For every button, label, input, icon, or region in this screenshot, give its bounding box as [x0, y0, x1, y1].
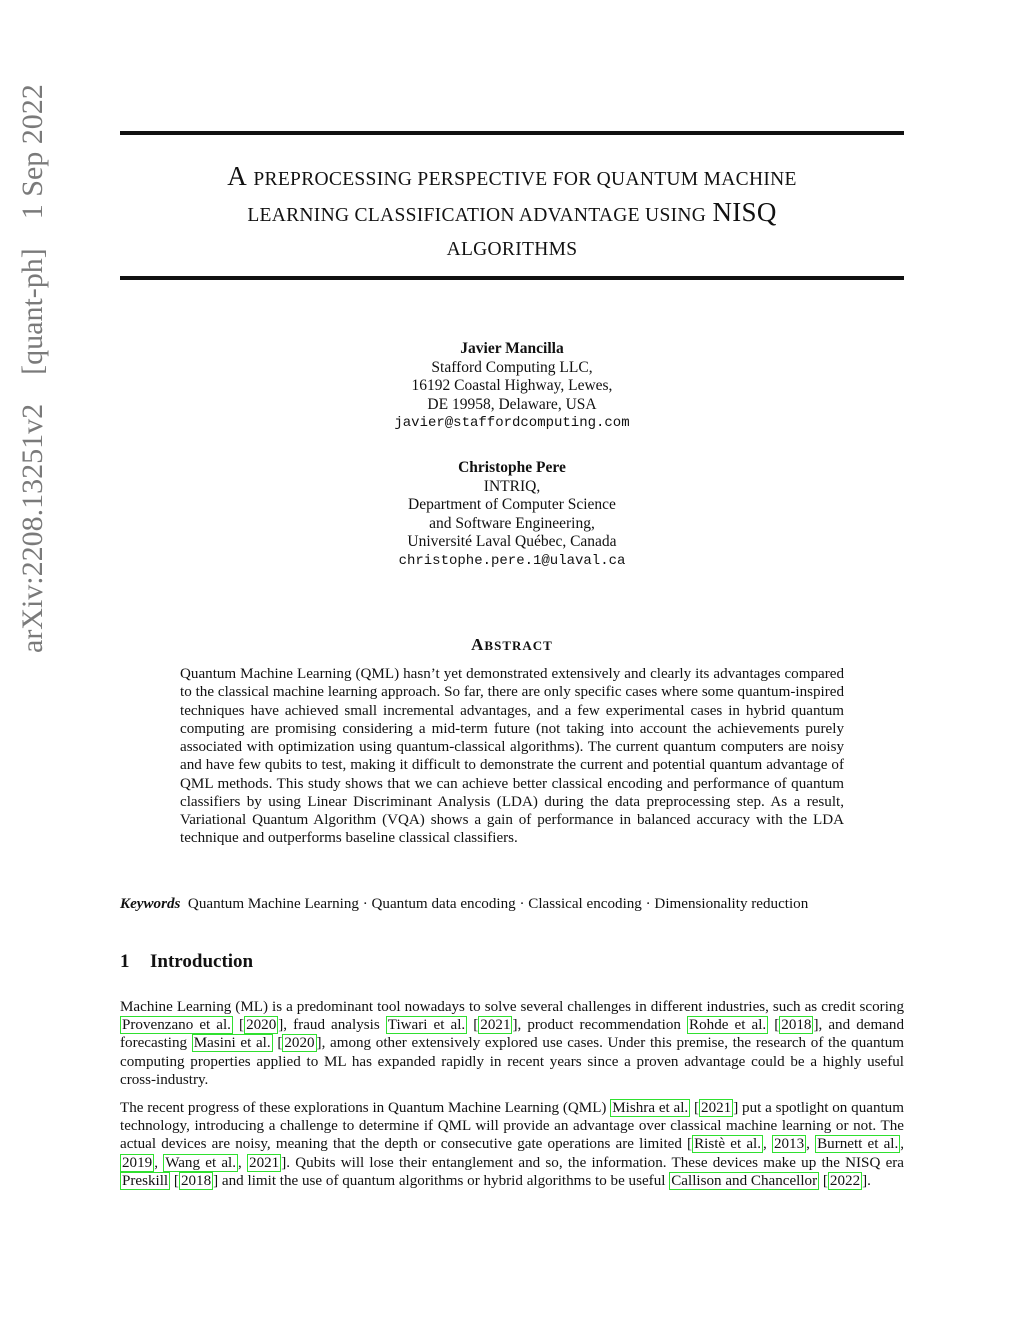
citation-year-link[interactable]: 2019: [122, 1154, 153, 1171]
body-paragraph-2: The recent progress of these explorations in Quantum Machine Learning (QML) Mishra et al. [ 2021 ] put a spotlight on quantum technology, introducing a challenge to determine if QML will provide an advantage over classical machine learning or not. The actual devices are noisy, meaning that the depth or consecutive gate operations are limited [ Ristè et al. , 2013 , Burnett et al. , 2019 , Wang et al. , 2021 ]. Qubits will lose their entanglement and so, the information. These devices make up the NISQ era Preskill [ 2018 ] and limit the use of quantum algorithms or hybrid algorithms to be useful Callison and Chancellor [ 2022 ].: [120, 1100, 905, 1189]
title-top-rule: [120, 131, 904, 135]
author-affiliation: INTRIQ,: [483, 477, 541, 495]
arxiv-id: arXiv:2208.13251v2: [16, 403, 49, 653]
citation-year-link[interactable]: 2020: [246, 1017, 277, 1034]
author-affiliation: DE 19958, Delaware, USA: [427, 395, 597, 413]
author-affiliation: 16192 Coastal Highway, Lewes,: [411, 377, 613, 395]
title-line-1: A PREPROCESSING PERSPECTIVE FOR QUANTUM MACHINE: [227, 161, 797, 191]
title-bottom-rule: [120, 276, 904, 280]
citation-year-link[interactable]: 2020: [284, 1035, 315, 1052]
author-name: Christophe Pere: [458, 459, 566, 476]
arxiv-date: 1 Sep 2022: [16, 84, 49, 220]
keywords-list: Quantum Machine Learning · Quantum data encoding · Classical encoding · Dimensionality reduction: [187, 896, 809, 912]
author-block-2: [312, 459, 712, 571]
author-affiliation: Department of Computer Science: [408, 496, 616, 514]
section-title: Introduction: [150, 951, 254, 972]
arxiv-category: [quant-ph]: [16, 248, 49, 375]
citation-link[interactable]: Tiwari et al.: [387, 1017, 466, 1034]
citation-link[interactable]: Rohde et al.: [689, 1017, 767, 1034]
keywords-label: Keywords: [120, 896, 181, 912]
citation-link[interactable]: Preskill: [122, 1172, 169, 1189]
citation-year-link[interactable]: 2013: [773, 1136, 805, 1153]
keywords-line: [120, 895, 904, 913]
section-heading: [120, 951, 904, 973]
citation-year-link[interactable]: 2022: [829, 1172, 861, 1189]
citation-link[interactable]: Masini et al.: [193, 1035, 271, 1052]
citation-year-link[interactable]: 2021: [701, 1100, 732, 1116]
citation-year-link[interactable]: 2018: [180, 1172, 212, 1189]
citation-link[interactable]: Mishra et al.: [612, 1100, 689, 1116]
section-number: 1: [120, 951, 130, 972]
citation-link[interactable]: Callison and Chancellor: [671, 1172, 818, 1189]
citation-link[interactable]: Burnett et al.: [817, 1136, 899, 1153]
citation-year-link[interactable]: 2021: [480, 1017, 511, 1034]
author-name: Javier Mancilla: [460, 340, 564, 357]
author-affiliation: and Software Engineering,: [429, 514, 595, 532]
citation-year-link[interactable]: 2018: [781, 1017, 812, 1034]
citation-link[interactable]: Wang et al.: [165, 1154, 237, 1171]
title-line-3: ALGORITHMS: [446, 239, 578, 260]
title-line-2: LEARNING CLASSIFICATION ADVANTAGE USING NISQ: [247, 197, 777, 227]
arxiv-sidebar-stamp: [15, 49, 51, 653]
paper-title: [120, 160, 904, 266]
citation-year-link[interactable]: 2021: [249, 1154, 280, 1171]
body-paragraph-1: Machine Learning (ML) is a predominant tool nowadays to solve several challenges in different industries, such as credit scoring Provenzano et al. [ 2020 ], fraud analysis Tiwari et al. [ 2021 ], product recommendation Rohde et al. [ 2018 ], and demand forecasting Masini et al. [ 2020 ], among other extensively explored use cases. Under this premise, the research of the quantum computing properties applied to ML has expanded rapidly in recent years since a proven advantage could be a highly useful cross-industry.: [120, 999, 904, 1088]
author-affiliation: Université Laval Québec, Canada: [407, 533, 617, 551]
author-block-1: [312, 340, 712, 433]
abstract-text: Quantum Machine Learning (QML) hasn’t yet demonstrated extensively and clearly its advantages compared to the classical machine learning approach. So far, there are only specific cases where some quantum-inspired techniques have achieved small incremental advantages, and a few experimental cases in hybrid quantum computing are promising considering a mid-term future (not taking into account the achievements purely associated with optimization using quantum-classical algorithms). The current quantum computers are noisy and have few qubits to test, making it difficult to demonstrate the current and potential quantum advantage of QML methods. This study shows that we can achieve better classical encoding and performance of quantum classifiers by using Linear Discriminant Analysis (LDA) during the data preprocessing step. As a result, Variational Quantum Algorithm (VQA) shows a gain of performance in balanced accuracy with the LDA technique and outperforms baseline classical classifiers.: [180, 666, 844, 847]
citation-link[interactable]: Ristè et al.: [694, 1136, 762, 1153]
abstract-heading: ABSTRACT: [471, 635, 553, 654]
author-email[interactable]: javier@staffordcomputing.com: [394, 415, 630, 432]
author-email[interactable]: christophe.pere.1@ulaval.ca: [398, 552, 626, 569]
citation-link[interactable]: Provenzano et al.: [122, 1017, 231, 1034]
author-affiliation: Stafford Computing LLC,: [431, 358, 593, 376]
